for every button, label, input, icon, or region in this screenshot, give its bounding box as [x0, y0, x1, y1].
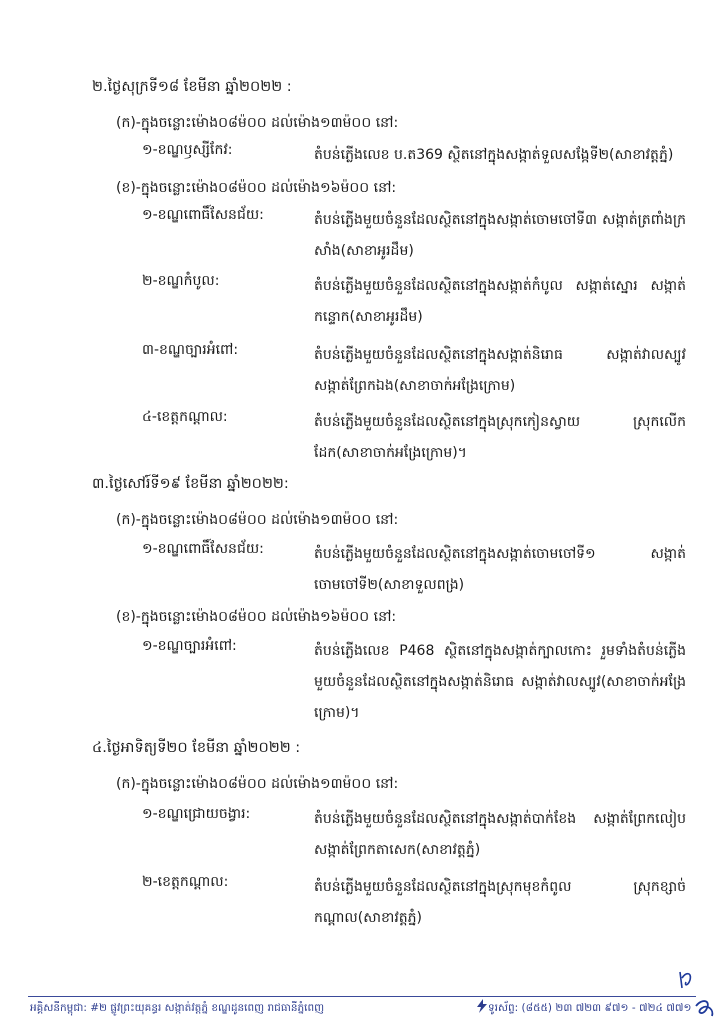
- area-description: តំបន់ភ្លើងលេខ ប.ត369 ស្ថិតនៅក្នុងសង្កាត់ទួលសង្កែទី២(សាខាវត្តភ្នំ): [314, 147, 674, 163]
- day-heading: ២.ថ្ងៃសុក្រទី១៨ ខែមីនា ឆ្នាំ២០២២ :: [92, 79, 292, 95]
- area-label: ៣-ខណ្ឌច្បារអំពៅ:: [142, 342, 239, 358]
- day-heading: ៣.ថ្ងៃសៅរ៍ទី១៩ ខែមីនា ឆ្នាំ២០២២:: [92, 476, 289, 492]
- area-description: តំបន់ភ្លើងមួយចំនួនដែលស្ថិតនៅក្នុងស្រុកកៀនស្វាយ ស្រុកលើកដែក(សាខាចាក់អង្រែក្រោម)។: [314, 414, 686, 461]
- area-label: ២-ខេត្តកណ្តាល:: [142, 874, 229, 890]
- area-label: ២-ខណ្ឌកំបូល:: [142, 273, 220, 289]
- area-description: តំបន់ភ្លើងមួយចំនួនដែលស្ថិតនៅក្នុងស្រុកមុខកំពូល ស្រុកខ្សាច់កណ្តាល(សាខាវត្តភ្នំ): [314, 879, 686, 926]
- area-description: តំបន់ភ្លើងលេខ P468 ស្ថិតនៅក្នុងសង្កាត់ក្បាលកោះ រួមទាំងតំបន់ភ្លើងមួយចំនួនដែលស្ថិតនៅក្នុងសង្កាត់និរោធ សង្កាត់វាលស្បូវ(សាខាចាក់អង្រែក្រោម)។: [314, 643, 686, 721]
- footer-address: អគ្គិសនីកម្ពុជា: #២ ផ្លូវព្រះយុគន្ធរ សង្កាត់វត្តភ្នំ ខណ្ឌដូនពេញ រាជធានីភ្នំពេញ: [30, 1002, 325, 1014]
- time-slot-heading: (ក)-ក្នុងចន្លោះម៉ោង០៨ម៉០០ ដល់ម៉ោង១៣ម៉០០ នៅ:: [116, 776, 399, 792]
- footer-contact: [470, 1002, 691, 1017]
- area-label: ៤-ខេត្តកណ្តាល:: [142, 409, 228, 425]
- area-label: ១-ខណ្ឌឫស្សីកែវ:: [142, 142, 233, 158]
- time-slot-heading: (ក)-ក្នុងចន្លោះម៉ោង០៨ម៉០០ ដល់ម៉ោង១៣ម៉០០ នៅ:: [116, 512, 399, 528]
- area-label: ១-ខណ្ឌពោធិ៍សែនជ័យ:: [142, 541, 264, 557]
- area-description: តំបន់ភ្លើងមួយចំនួនដែលស្ថិតនៅក្នុងសង្កាត់បាក់ខែង សង្កាត់ព្រែកលៀបសង្កាត់ព្រែកតាសេក(សាខាវត្តភ្នំ): [314, 811, 686, 858]
- day-heading: ៤.ថ្ងៃអាទិត្យទី២០ ខែមីនា ឆ្នាំ២០២២ :: [92, 740, 301, 756]
- time-slot-heading: (ខ)-ក្នុងចន្លោះម៉ោង០៨ម៉០០ ដល់ម៉ោង១៦ម៉០០ នៅ:: [116, 609, 397, 625]
- area-description: តំបន់ភ្លើងមួយចំនួនដែលស្ថិតនៅក្នុងសង្កាត់ចោមចៅទី៣ សង្កាត់ត្រពាំងក្រសាំង(សាខាអូរដឹម): [314, 212, 686, 259]
- time-slot-heading: (ខ)-ក្នុងចន្លោះម៉ោង០៨ម៉០០ ដល់ម៉ោង១៦ម៉០០ នៅ:: [116, 180, 397, 196]
- footer-divider: [28, 996, 696, 997]
- area-description: តំបន់ភ្លើងមួយចំនួនដែលស្ថិតនៅក្នុងសង្កាត់កំបូល សង្កាត់ស្នោរ សង្កាត់កន្ទោក(សាខាអូរដឹម): [314, 278, 686, 325]
- area-label: ១-ខណ្ឌពោធិ៍សែនជ័យ:: [142, 207, 264, 223]
- area-label: ១-ខណ្ឌច្បារអំពៅ:: [142, 638, 237, 654]
- time-slot-heading: (ក)-ក្នុងចន្លោះម៉ោង០៨ម៉០០ ដល់ម៉ោង១៣ម៉០០ នៅ:: [116, 115, 399, 131]
- area-label: ១-ខណ្ឌជ្រោយចង្វារ:: [142, 806, 251, 822]
- footer-phone: ទូរស័ព្ទ: (៨៥៥) ២៣ ៧២៣ ៩៧១ - ៧២៤ ៧៧១: [488, 1002, 692, 1014]
- area-description: តំបន់ភ្លើងមួយចំនួនដែលស្ថិតនៅក្នុងសង្កាត់ចោមចៅទី១ សង្កាត់ចោមចៅទី២(សាខាទួលពង្រ): [314, 546, 686, 593]
- area-description: តំបន់ភ្លើងមួយចំនួនដែលស្ថិតនៅក្នុងសង្កាត់និរោធ សង្កាត់វាលស្បូវ សង្កាត់ព្រែកឯង(សាខាចាក់អង្រែក្រោម): [314, 347, 686, 394]
